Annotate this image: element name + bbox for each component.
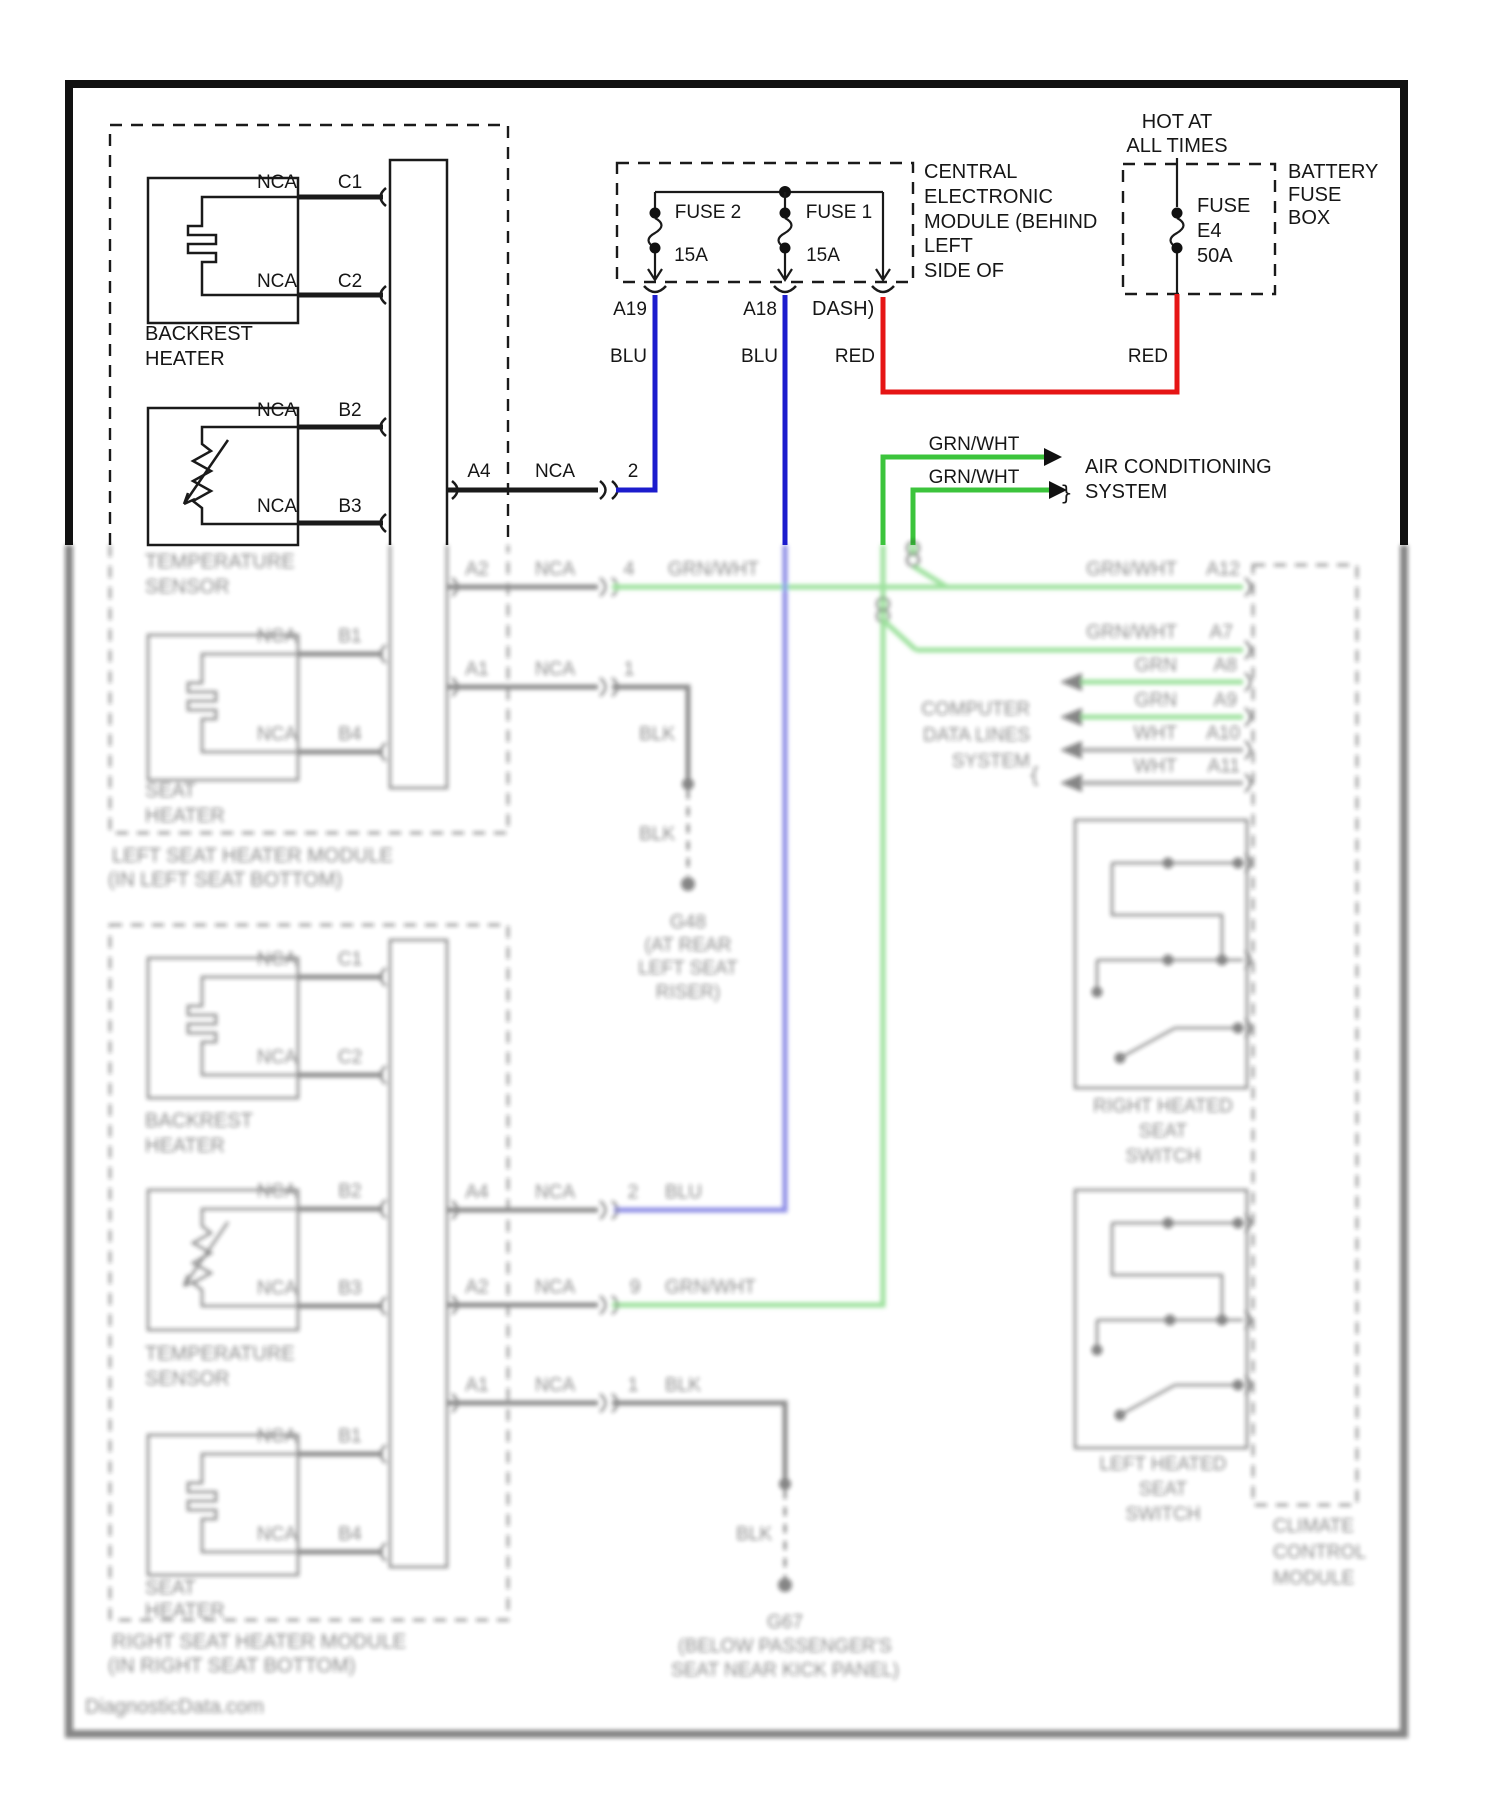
pin-a19: A19 bbox=[613, 299, 647, 320]
grn-wht-a7-label: GRN/WHT bbox=[1086, 622, 1177, 643]
arrow-left-icon bbox=[1060, 673, 1082, 691]
color-blu-a18: BLU bbox=[741, 346, 778, 367]
battery-fuse-label-3: 50A bbox=[1197, 245, 1233, 267]
left-module-bottom bbox=[108, 545, 1243, 1003]
battery-box-label-1: BATTERY bbox=[1288, 161, 1379, 183]
wire-label-nca: NCA bbox=[534, 1277, 576, 1298]
fuse1-label: FUSE 1 bbox=[805, 202, 873, 223]
power-wires bbox=[610, 294, 1177, 545]
pin-a18: A18 bbox=[743, 299, 777, 320]
color-blu-r: BLU bbox=[665, 1182, 702, 1203]
wire-label-nca: NCA bbox=[534, 1182, 576, 1203]
cem-label-3: MODULE (BEHIND bbox=[924, 211, 1098, 233]
left-switch-label-3: SWITCH bbox=[1125, 1504, 1201, 1525]
ac-system-branch bbox=[883, 434, 1272, 545]
color-blk-1: BLK bbox=[639, 724, 675, 745]
pin-a4-r: A4 bbox=[465, 1182, 489, 1203]
fuse-1 bbox=[778, 192, 872, 280]
wire-grn-wht-2 bbox=[913, 490, 1049, 545]
circuit-2: 2 bbox=[627, 461, 639, 482]
pin-b4-r: B4 bbox=[338, 1524, 362, 1545]
right-heated-seat-switch bbox=[1075, 820, 1247, 1167]
wire-label-nca: NCA bbox=[534, 1375, 576, 1396]
wire-label-nca: NCA bbox=[256, 949, 298, 970]
computer-data-lines bbox=[921, 655, 1243, 792]
pin-a1-r: A1 bbox=[465, 1375, 489, 1396]
color-blk-r2: BLK bbox=[736, 1524, 772, 1545]
r-temp-label-2: SENSOR bbox=[145, 1368, 230, 1390]
wire-a18-blu-bottom bbox=[614, 545, 785, 1210]
hot-at-label-1: HOT AT bbox=[1141, 111, 1213, 133]
pin-a7: A7 bbox=[1209, 622, 1233, 643]
cem-label-5: SIDE OF bbox=[924, 260, 1005, 282]
left-heated-seat-switch bbox=[1075, 1190, 1247, 1525]
r-backrest-label-2: HEATER bbox=[145, 1135, 225, 1157]
pin-b2: B2 bbox=[338, 400, 362, 421]
wire-label-nca: NCA bbox=[256, 1278, 298, 1299]
wire-red bbox=[883, 294, 1177, 392]
backrest-heater-label-1: BACKREST bbox=[145, 323, 253, 345]
pin-c2-r: C2 bbox=[337, 1047, 363, 1068]
wire-label-nca: NCA bbox=[256, 1047, 298, 1068]
brace-right-icon: } bbox=[1060, 481, 1073, 505]
cdl-label-3: SYSTEM bbox=[951, 751, 1030, 772]
pin-c1-r: C1 bbox=[337, 949, 363, 970]
pin-a12: A12 bbox=[1206, 559, 1240, 580]
color-blk-2: BLK bbox=[639, 824, 675, 845]
pin-a10: A10 bbox=[1206, 723, 1240, 744]
r-seat-label-2: HEATER bbox=[145, 1600, 225, 1622]
cem-label-6: DASH) bbox=[812, 298, 875, 320]
battery-box-label-2: FUSE bbox=[1288, 184, 1342, 206]
color-grn-wht-a2: GRN/WHT bbox=[668, 559, 759, 580]
pin-c2: C2 bbox=[337, 271, 363, 292]
left-module-a4-row bbox=[447, 461, 638, 499]
wire-label-nca-c1: NCA bbox=[256, 172, 298, 193]
fuse2-label: FUSE 2 bbox=[674, 202, 742, 223]
ground-g67: G67 bbox=[767, 1612, 803, 1633]
cem-label-2: ELECTRONIC bbox=[924, 186, 1053, 208]
wire-label-nca-b3: NCA bbox=[256, 496, 298, 517]
arrow-left-icon bbox=[1060, 708, 1082, 726]
circuit-2-r: 2 bbox=[627, 1182, 639, 1203]
pin-c1: C1 bbox=[337, 172, 363, 193]
wire-label-nca-c2: NCA bbox=[256, 271, 298, 292]
right-switch-label-2: SEAT bbox=[1138, 1121, 1188, 1142]
sharp-region bbox=[65, 80, 1408, 545]
r-temp-label-1: TEMPERATURE bbox=[145, 1343, 295, 1365]
pin-b3: B3 bbox=[338, 496, 362, 517]
color-grn-wht-r: GRN/WHT bbox=[665, 1277, 756, 1298]
pin-b1-r: B1 bbox=[338, 1426, 362, 1447]
ground-g67-loc-2: SEAT NEAR KICK PANEL) bbox=[670, 1660, 900, 1681]
grn-a9-label: GRN bbox=[1134, 690, 1177, 711]
wire-label-nca-a4: NCA bbox=[534, 461, 576, 482]
grn-wht-label-1: GRN/WHT bbox=[928, 434, 1020, 455]
ground-g48: G48 bbox=[670, 912, 706, 933]
cdl-label-1: COMPUTER bbox=[921, 699, 1030, 720]
seat-heater-label-1: SEAT bbox=[145, 780, 196, 802]
color-blk-r: BLK bbox=[665, 1375, 701, 1396]
pin-a9: A9 bbox=[1213, 690, 1237, 711]
backrest-heater-label-2: HEATER bbox=[145, 348, 225, 370]
wht-a11-label: WHT bbox=[1133, 756, 1177, 777]
ac-system-label-2: SYSTEM bbox=[1085, 481, 1168, 503]
temp-sensor-label-1: TEMPERATURE bbox=[145, 551, 295, 573]
left-module-connector-top bbox=[390, 160, 447, 545]
right-switch-label-1: RIGHT HEATED bbox=[1093, 1096, 1233, 1117]
arrow-left-icon bbox=[1060, 741, 1082, 759]
pin-a2-r: A2 bbox=[465, 1277, 489, 1298]
wire-label-nca-b2: NCA bbox=[256, 400, 298, 421]
grn-wht-a12-label: GRN/WHT bbox=[1086, 559, 1177, 580]
circuit-1: 1 bbox=[623, 659, 635, 680]
ac-system-label-1: AIR CONDITIONING bbox=[1085, 456, 1272, 478]
brace-left-icon: { bbox=[1028, 763, 1041, 787]
pin-b1: B1 bbox=[338, 626, 362, 647]
left-temperature-sensor bbox=[148, 400, 386, 545]
right-switch-label-3: SWITCH bbox=[1125, 1146, 1201, 1167]
cem-label-4: LEFT bbox=[924, 235, 973, 257]
seat-heater-label-2: HEATER bbox=[145, 805, 225, 827]
left-module-name-2: (IN LEFT SEAT BOTTOM) bbox=[108, 869, 343, 891]
pin-a2: A2 bbox=[465, 559, 489, 580]
pin-a1: A1 bbox=[465, 659, 489, 680]
wire-label-nca-b4: NCA bbox=[256, 724, 298, 745]
right-module-name-2: (IN RIGHT SEAT BOTTOM) bbox=[108, 1655, 356, 1677]
battery-fuse-label-1: FUSE bbox=[1197, 195, 1251, 217]
pin-a4: A4 bbox=[467, 461, 491, 482]
blurred-region bbox=[65, 542, 1408, 1738]
climate-label-1: CLIMATE bbox=[1273, 1516, 1354, 1537]
left-module-name-1: LEFT SEAT HEATER MODULE bbox=[112, 845, 393, 867]
pin-a11: A11 bbox=[1207, 756, 1240, 777]
grn-a8-label: GRN bbox=[1134, 655, 1177, 676]
left-switch-label-1: LEFT HEATED bbox=[1099, 1454, 1227, 1475]
battery-box-label-3: BOX bbox=[1288, 207, 1331, 229]
central-electronic-module bbox=[617, 161, 1097, 320]
pin-a8: A8 bbox=[1213, 655, 1237, 676]
left-backrest-heater bbox=[145, 172, 386, 370]
circuit-4: 4 bbox=[623, 559, 635, 580]
pin-b2-r: B2 bbox=[338, 1181, 362, 1202]
ground-g48-loc-1: (AT REAR bbox=[644, 935, 732, 956]
climate-control-module bbox=[1245, 565, 1366, 1589]
fuse-2 bbox=[648, 192, 741, 280]
wire-label-nca-a2: NCA bbox=[534, 559, 576, 580]
watermark: DiagnosticData.com bbox=[85, 1696, 264, 1718]
wire-label-nca-a1: NCA bbox=[534, 659, 576, 680]
fuse2-amps: 15A bbox=[674, 245, 708, 266]
temp-sensor-label-2: SENSOR bbox=[145, 576, 230, 598]
circuit-1-r: 1 bbox=[627, 1375, 639, 1396]
wht-a10-label: WHT bbox=[1133, 723, 1177, 744]
wire-label-nca-b1: NCA bbox=[256, 626, 298, 647]
right-module-name-1: RIGHT SEAT HEATER MODULE bbox=[112, 1631, 407, 1653]
arrow-left-icon bbox=[1060, 774, 1082, 792]
color-blu-a19: BLU bbox=[610, 346, 647, 367]
battery-fuse-box bbox=[1123, 111, 1378, 294]
wire-label-nca: NCA bbox=[256, 1181, 298, 1202]
fuse1-amps: 15A bbox=[806, 245, 840, 266]
color-red-right: RED bbox=[1127, 346, 1168, 367]
ground-g67-loc-1: (BELOW PASSENGER'S bbox=[678, 1636, 892, 1657]
cdl-label-2: DATA LINES bbox=[923, 725, 1030, 746]
r-backrest-label-1: BACKREST bbox=[145, 1110, 253, 1132]
wire-label-nca: NCA bbox=[256, 1524, 298, 1545]
hot-at-label-2: ALL TIMES bbox=[1126, 135, 1228, 157]
r-seat-label-1: SEAT bbox=[145, 1577, 196, 1599]
circuit-9-r: 9 bbox=[629, 1277, 641, 1298]
left-switch-label-2: SEAT bbox=[1138, 1479, 1188, 1500]
color-red-left: RED bbox=[834, 346, 875, 367]
ground-g48-loc-3: RISER) bbox=[655, 982, 721, 1003]
climate-label-2: CONTROL bbox=[1273, 1542, 1366, 1563]
grn-wht-label-2: GRN/WHT bbox=[928, 467, 1020, 488]
climate-label-3: MODULE bbox=[1273, 1568, 1355, 1589]
wire-label-nca: NCA bbox=[256, 1426, 298, 1447]
arrow-right-icon bbox=[1044, 448, 1062, 466]
pin-b4: B4 bbox=[338, 724, 362, 745]
cem-label-1: CENTRAL bbox=[924, 161, 1018, 183]
ground-g48-loc-2: LEFT SEAT bbox=[638, 958, 738, 979]
battery-fuse-label-2: E4 bbox=[1197, 220, 1222, 242]
pin-b3-r: B3 bbox=[338, 1278, 362, 1299]
